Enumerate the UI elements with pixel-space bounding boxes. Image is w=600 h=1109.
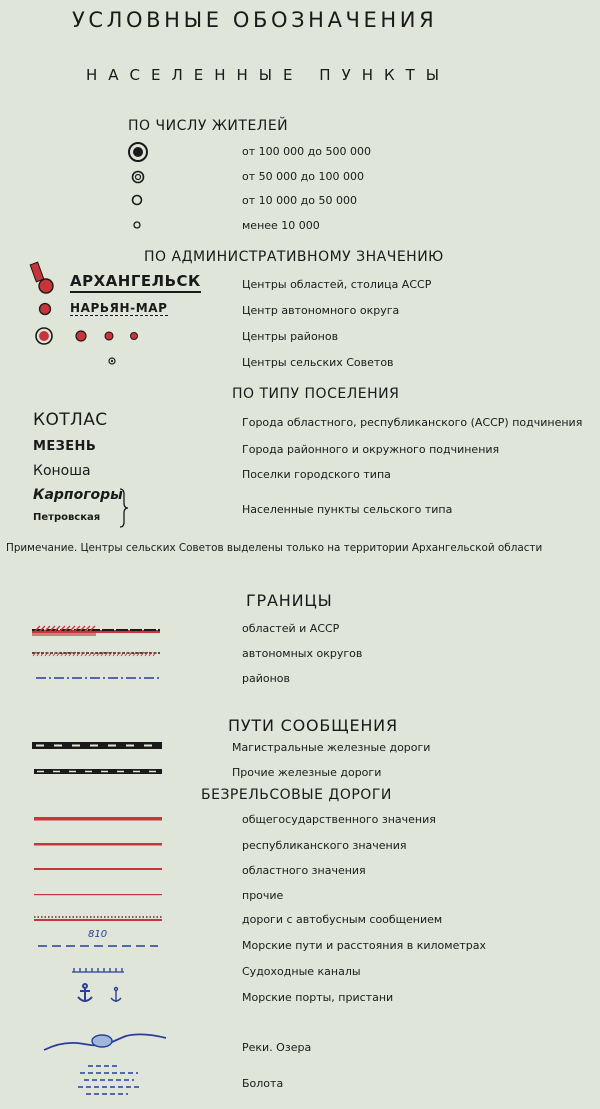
sea-route-line-icon [38, 942, 160, 950]
type-heading: ПО ТИПУ ПОСЕЛЕНИЯ [232, 386, 400, 402]
large-city-circle-icon [126, 140, 150, 164]
sample-petrovskaya: Петровская [33, 512, 101, 523]
population-label-4: менее 10 000 [242, 219, 320, 232]
rail-label-2: Прочие железные дороги [232, 766, 382, 779]
sample-mezen: МЕЗЕНЬ [33, 439, 97, 454]
main-railway-line-icon [32, 740, 164, 752]
road-label-3: областного значения [242, 864, 366, 877]
road-label-1: общегосударственного значения [242, 813, 436, 826]
road-label-5: дороги с автобусным сообщением [242, 913, 443, 926]
routes-heading: ПУТИ СООБЩЕНИЯ [228, 716, 398, 735]
rail-label-1: Магистральные железные дороги [232, 741, 431, 754]
sample-karpogory: Карпогоры [33, 487, 123, 503]
regional-capital-flag-icon [28, 260, 62, 298]
admin-label-4: Центры сельских Советов [242, 356, 394, 369]
border-label-3: районов [242, 672, 291, 685]
hydro-label-1: Реки. Озера [242, 1041, 312, 1054]
road-label-4: прочие [242, 889, 284, 902]
admin-label-3: Центры районов [242, 330, 339, 343]
republic-road-line-icon [34, 841, 164, 849]
population-heading: ПО ЧИСЛУ ЖИТЕЛЕЙ [128, 118, 289, 134]
population-label-3: от 10 000 до 50 000 [242, 194, 357, 207]
canal-line-icon [72, 964, 126, 974]
region-border-line-icon [32, 622, 162, 636]
road-label-8: Морские порты, пристани [242, 991, 394, 1004]
road-label-2: республиканского значения [242, 839, 407, 852]
admin-heading: ПО АДМИНИСТРАТИВНОМУ ЗНАЧЕНИЮ [144, 249, 444, 265]
borders-heading: ГРАНИЦЫ [246, 591, 333, 610]
medium-city-circle-icon [129, 168, 147, 186]
border-label-1: областей и АССР [242, 622, 340, 635]
sample-arkhangelsk: АРХАНГЕЛЬСК [70, 272, 201, 293]
sample-kotlas: КОТЛАС [33, 410, 108, 430]
legend-title: УСЛОВНЫЕ ОБОЗНАЧЕНИЯ [72, 8, 438, 32]
small-city-circle-icon [129, 192, 145, 208]
hydro-label-2: Болота [242, 1077, 284, 1090]
village-council-circle-icon [105, 354, 119, 368]
district-center-circles-icon [32, 324, 152, 348]
type-label-1: Города областного, республиканского (АССР) подчинения [242, 416, 583, 429]
settlements-note: Примечание. Центры сельских Советов выделены только на территории Архангельской области [6, 542, 543, 554]
village-circle-icon [130, 218, 144, 232]
autonomous-center-circle-icon [36, 300, 54, 318]
road-label-6: Морские пути и расстояния в километрах [242, 939, 486, 952]
bus-road-line-icon [34, 914, 164, 924]
brace-icon [118, 488, 130, 528]
state-road-line-icon [34, 815, 164, 823]
admin-label-1: Центры областей, столица АССР [242, 278, 432, 291]
district-border-line-icon [36, 674, 162, 682]
other-road-line-icon [34, 892, 164, 898]
border-label-2: автономных округов [242, 647, 363, 660]
sample-konosha: Коноша [33, 463, 91, 479]
population-label-1: от 100 000 до 500 000 [242, 145, 371, 158]
anchor-icon [76, 983, 128, 1007]
river-lake-icon [44, 1028, 168, 1056]
other-railway-line-icon [34, 767, 164, 777]
roads-heading: БЕЗРЕЛЬСОВЫЕ ДОРОГИ [201, 787, 392, 803]
sample-naryan-mar: НАРЬЯН-МАР [70, 301, 168, 315]
swamp-icon [78, 1062, 142, 1098]
population-label-2: от 50 000 до 100 000 [242, 170, 364, 183]
type-label-3: Поселки городского типа [242, 468, 391, 481]
road-label-7: Судоходные каналы [242, 965, 361, 978]
regional-road-line-icon [34, 866, 164, 874]
sea-distance-sample: 810 [88, 929, 108, 940]
admin-label-2: Центр автономного округа [242, 304, 400, 317]
autonomous-border-line-icon [32, 648, 162, 658]
settlements-heading: НАСЕЛЕННЫЕ ПУНКТЫ [86, 66, 451, 84]
type-label-4: Населенные пункты сельского типа [242, 503, 453, 516]
type-label-2: Города районного и окружного подчинения [242, 443, 500, 456]
